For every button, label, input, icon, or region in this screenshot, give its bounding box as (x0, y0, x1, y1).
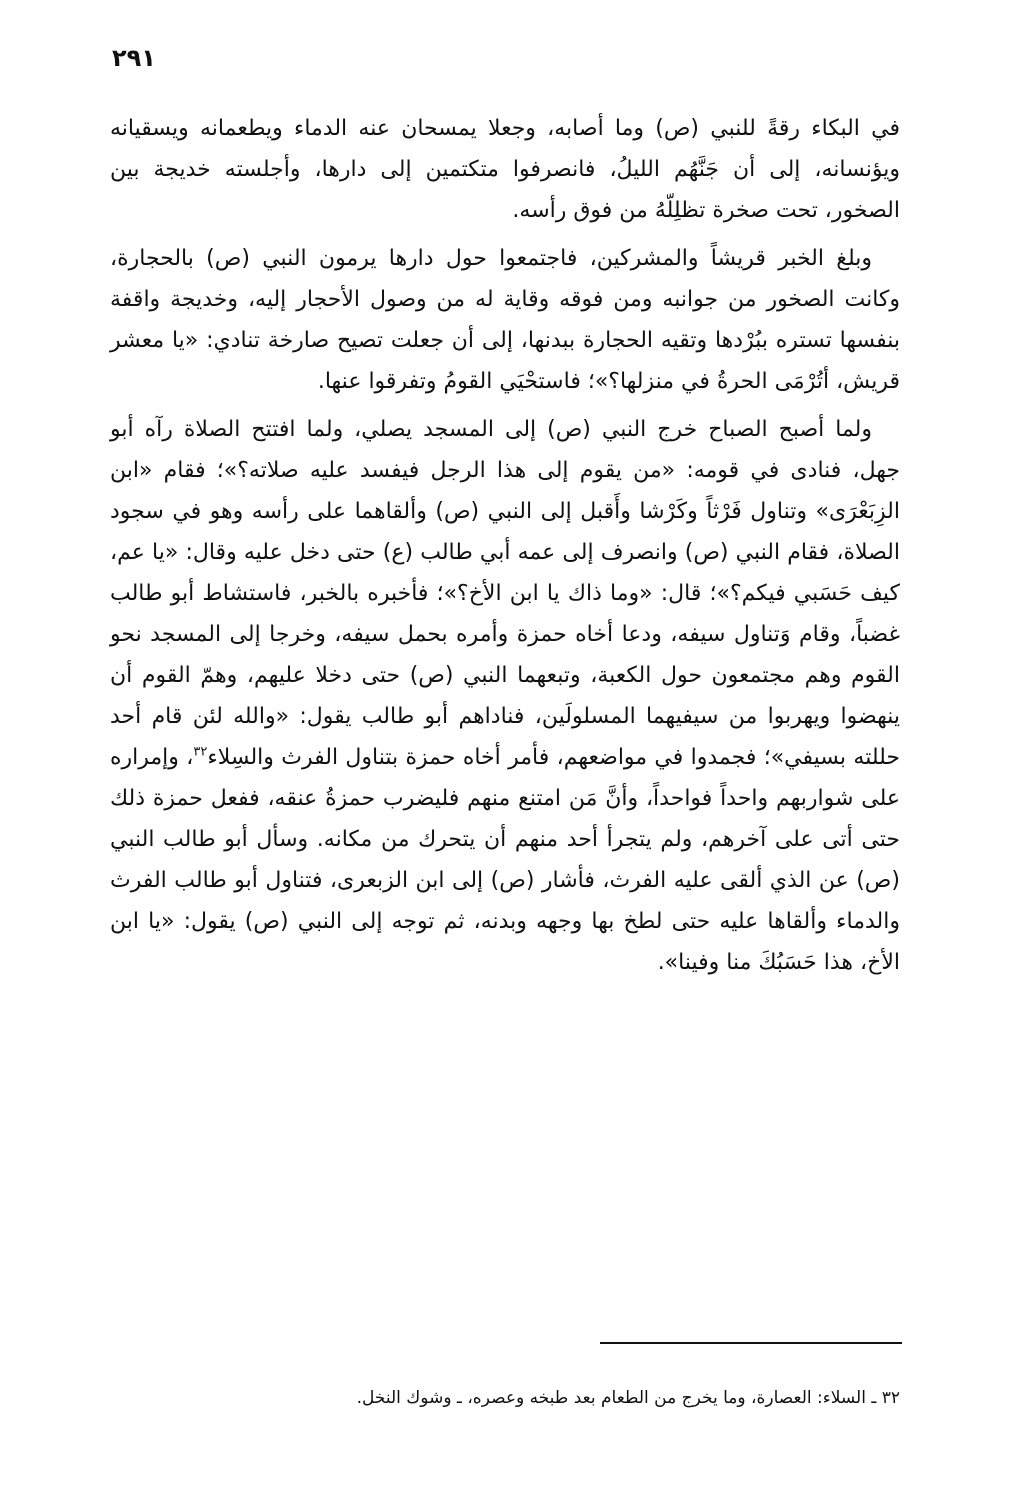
page-number: ٢٩١ (112, 44, 156, 72)
footnote-divider (600, 1342, 902, 1344)
body-text (110, 108, 900, 990)
paragraph-3-text-before: ولما أصبح الصباح خرج النبي (ص) إلى المسجد يصلي، ولما افتتح الصلاة رآه أبو جهل، فنادى في قومه: «من يقوم إلى هذا الرجل فيفسد عليه صلاته؟»؛ فقام «ابن الزِبَعْرَى» وتناول فَرْثاً وكَرْشا وأَقبل إلى النبي (ص) وألقاهما على رأسه وهو في سجود الصلاة، فقام النبي (ص) وانصرف إلى عمه أبي طالب (ع) حتى دخل عليه وقال: «يا عم، كيف حَسَبي فيكم؟»؛ قال: «وما ذاك يا ابن الأخ؟»؛ فأخبره بالخبر، فاستشاط أبو طالب غضباً، وقام وَتناول سيفه، ودعا أخاه حمزة وأمره بحمل سيفه، وخرجا إلى المسجد نحو القوم وهم مجتمعون حول الكعبة، وتبعهما النبي (ص) حتى دخلا عليهم، وهمّ القوم أن ينهضوا ويهربوا من سيفيهما المسلولَين، فناداهم أبو طالب يقول: «والله لئن قام أحد حللته بسيفي»؛ فجمدوا في مواضعهم، فأمر أخاه حمزة بتناول الفرث والسِلاء (110, 417, 900, 770)
paragraph-2: وبلغ الخبر قريشاً والمشركين، فاجتمعوا حول دارها يرمون النبي (ص) بالحجارة، وكانت الصخور من جوانبه ومن فوقه وقاية له من وصول الأحجار إليه، وخديجة واقفة بنفسها تستره ببُرْدها وتقيه الحجارة ببدنها، إلى أن جعلت تصيح صارخة تنادي: «يا معشر قريش، أتُرْمَى الحرةُ في منزلها؟»؛ فاستحْيَي القومُ وتفرقوا عنها. (110, 246, 900, 394)
footnote: ٣٢ ـ السلاء: العصارة، وما يخرج من الطعام بعد طبخه وعصره، ـ وشوك النخل. (356, 1388, 900, 1408)
paragraph-1: في البكاء رقةً للنبي (ص) وما أصابه، وجعلا يمسحان عنه الدماء ويطعمانه ويسقيانه ويؤنسانه، إلى أن جَنَّهُم الليلُ، فانصرفوا متكتمين إلى دارها، وأجلسته خديجة بين الصخور، تحت صخرة تظلِلّهُ من فوق رأسه. (110, 116, 900, 223)
footnote-reference[interactable]: ٣٢ (193, 744, 208, 760)
paragraph-3 (110, 409, 900, 983)
paragraph-3-text-after: ، وإمراره على شواربهم واحداً فواحداً، وأنَّ مَن امتنع منهم فليضرب حمزةُ عنقه، ففعل حمزة ذلك حتى أتى على آخرهم، ولم يتجرأ أحد منهم أن يتحرك من مكانه. وسأل أبو طالب النبي (ص) عن الذي ألقى عليه الفرث، فأشار (ص) إلى ابن الزبعرى، فتناول أبو طالب الفرث والدماء وألقاها عليه حتى لطخ بها وجهه وبدنه، ثم توجه إلى النبي (ص) يقول: «يا ابن الأخ، هذا حَسَبُكَ منا وفينا». (110, 745, 900, 975)
